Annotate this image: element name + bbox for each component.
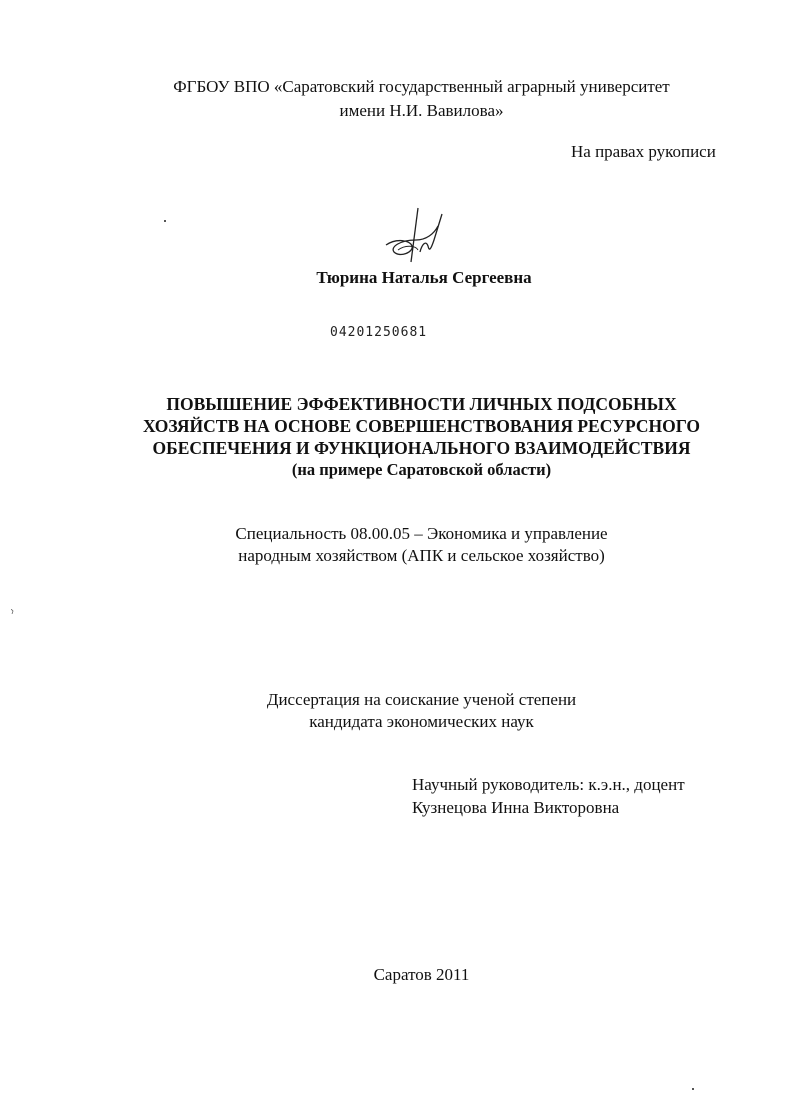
specialty-line-1: Специальность 08.00.05 – Экономика и управление [235, 524, 608, 543]
institution-name-line-2: имени Н.И. Вавилова» [339, 101, 504, 120]
dissertation-subtitle: (на примере Саратовской области) [291, 460, 552, 479]
scientific-advisor-name: Кузнецова Инна Викторовна [412, 798, 620, 817]
institution-name-line-1: ФГБОУ ВПО «Саратовский государственный аграрный университет [173, 77, 670, 96]
author-signature [376, 200, 448, 270]
manuscript-note: На правах рукописи [571, 142, 716, 161]
scan-speck [11, 609, 14, 614]
city-and-year: Саратов 2011 [373, 965, 470, 984]
dissertation-title-line-3: ОБЕСПЕЧЕНИЯ И ФУНКЦИОНАЛЬНОГО ВЗАИМОДЕЙСТВИЯ [152, 438, 691, 458]
specialty-line-2: народным хозяйством (АПК и сельское хозяйство) [238, 546, 605, 565]
degree-line-1: Диссертация на соискание ученой степени [266, 690, 577, 709]
author-name: Тюрина Наталья Сергеевна [316, 268, 532, 287]
catalog-number: 04201250681 [330, 325, 428, 340]
scientific-advisor-title: Научный руководитель: к.э.н., доцент [412, 775, 685, 794]
degree-line-2: кандидата экономических наук [309, 712, 534, 731]
scan-speck [164, 220, 166, 222]
dissertation-title-line-2: ХОЗЯЙСТВ НА ОСНОВЕ СОВЕРШЕНСТВОВАНИЯ РЕСУРСНОГО [142, 416, 701, 436]
dissertation-title-line-1: ПОВЫШЕНИЕ ЭФФЕКТИВНОСТИ ЛИЧНЫХ ПОДСОБНЫХ [166, 394, 677, 414]
scan-speck [692, 1088, 694, 1090]
